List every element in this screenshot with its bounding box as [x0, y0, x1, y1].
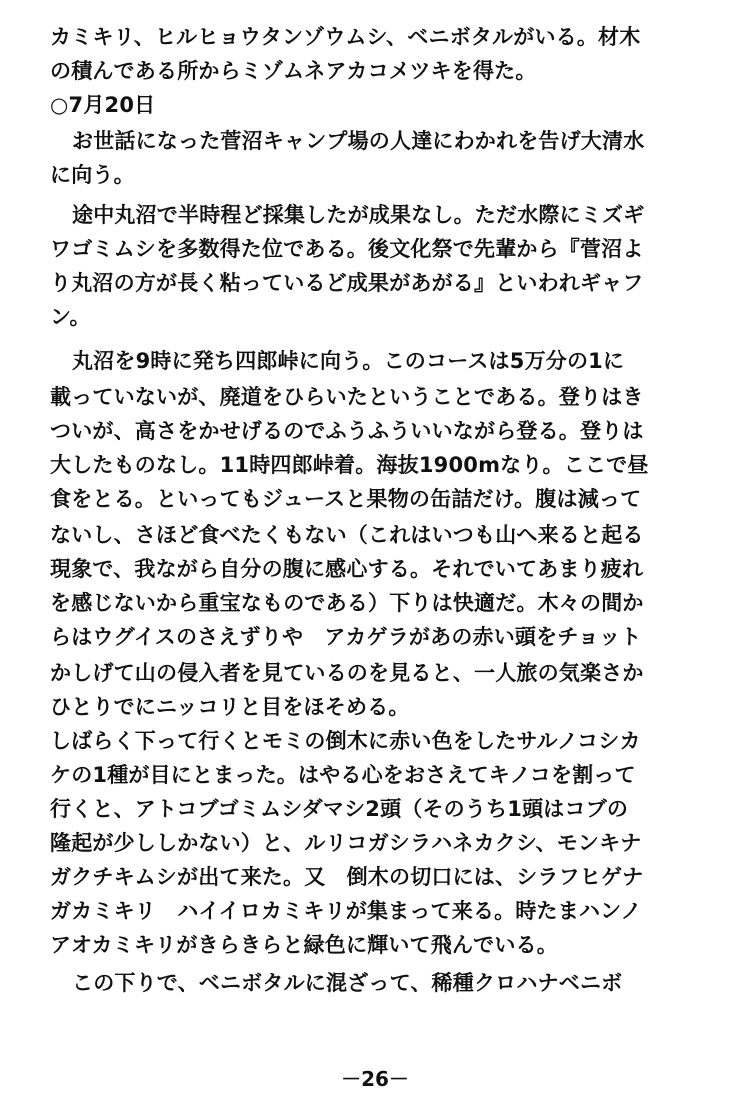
text-line: ン。 [50, 305, 91, 329]
text-line: ワゴミムシを多数得た位である。後文化祭で先輩から『菅沼よ [50, 237, 644, 261]
text-line: ついが、高さをかせげるのでふうふういいながら登る。登りは [50, 419, 644, 443]
text-line: ガクチキムシが出て来た。又 倒木の切口には、シラフヒゲナ [50, 865, 644, 889]
text-line: 大したものなし。11時四郎峠着。海抜1900mなり。ここで昼 [50, 453, 649, 477]
text-line: この下りで、ベニボタルに混ざって、稀種クロハナベニボ [72, 971, 623, 995]
text-line: カミキリ、ヒルヒョウタンゾウムシ、ベニボタルがいる。材木 [50, 25, 641, 49]
date-heading: ○7月20日 [50, 93, 156, 117]
text-line: ケの1種が目にとまった。はやる心をおさえてキノコを割って [50, 763, 636, 787]
text-line: 現象で、我ながら自分の腹に感心する。それでいてあまり疲れ [50, 557, 644, 581]
text-line: らはウグイスのさえずりや アカゲラがあの赤い頭をチョット [50, 625, 642, 649]
text-line: ないし、さほど食べたくもない（これはいつも山へ来ると起る [50, 523, 644, 547]
text-line: アオカミキリがきらきらと緑色に輝いて飛んでいる。 [50, 933, 558, 957]
text-line: の積んである所からミゾムネアカコメツキを得た。 [50, 59, 537, 83]
text-line: 途中丸沼で半時程ど採集したが成果なし。ただ水際にミズギ [72, 203, 645, 227]
text-line: かしげて山の侵入者を見ているのを見ると、一人旅の気楽さか [50, 661, 644, 685]
text-line: しばらく下って行くとモミの倒木に赤い色をしたサルノコシカ [50, 729, 641, 753]
text-line: り丸沼の方が長く粘っているど成果があがる』といわれギャフ [50, 271, 644, 295]
text-line: 載っていないが、廃道をひらいたということである。登りはき [50, 385, 644, 409]
text-line: 食をとる。といってもジュースと果物の缶詰だけ。腹は減って [50, 487, 642, 511]
text-line: 丸沼を9時に発ち四郎峠に向う。このコースは5万分の1に [72, 349, 625, 373]
text-line: 行くと、アトコブゴミムシダマシ2頭（そのうち1頭はコブの [50, 797, 629, 821]
text-line: ひとりでにニッコリと目をほそめる。 [50, 695, 410, 719]
text-line: お世話になった菅沼キャンプ場の人達にわかれを告げ大清水 [72, 129, 645, 153]
text-line: 隆起が少ししかない）と、ルリコガシラハネカクシ、モンキナ [50, 831, 642, 855]
text-line: に向う。 [50, 163, 135, 187]
page-number: －26－ [341, 1067, 409, 1091]
text-line: を感じないから重宝なものである）下りは快適だ。木々の間か [50, 591, 644, 615]
text-line: ガカミキリ ハイイロカミキリが集まって来る。時たまハンノ [50, 899, 642, 923]
